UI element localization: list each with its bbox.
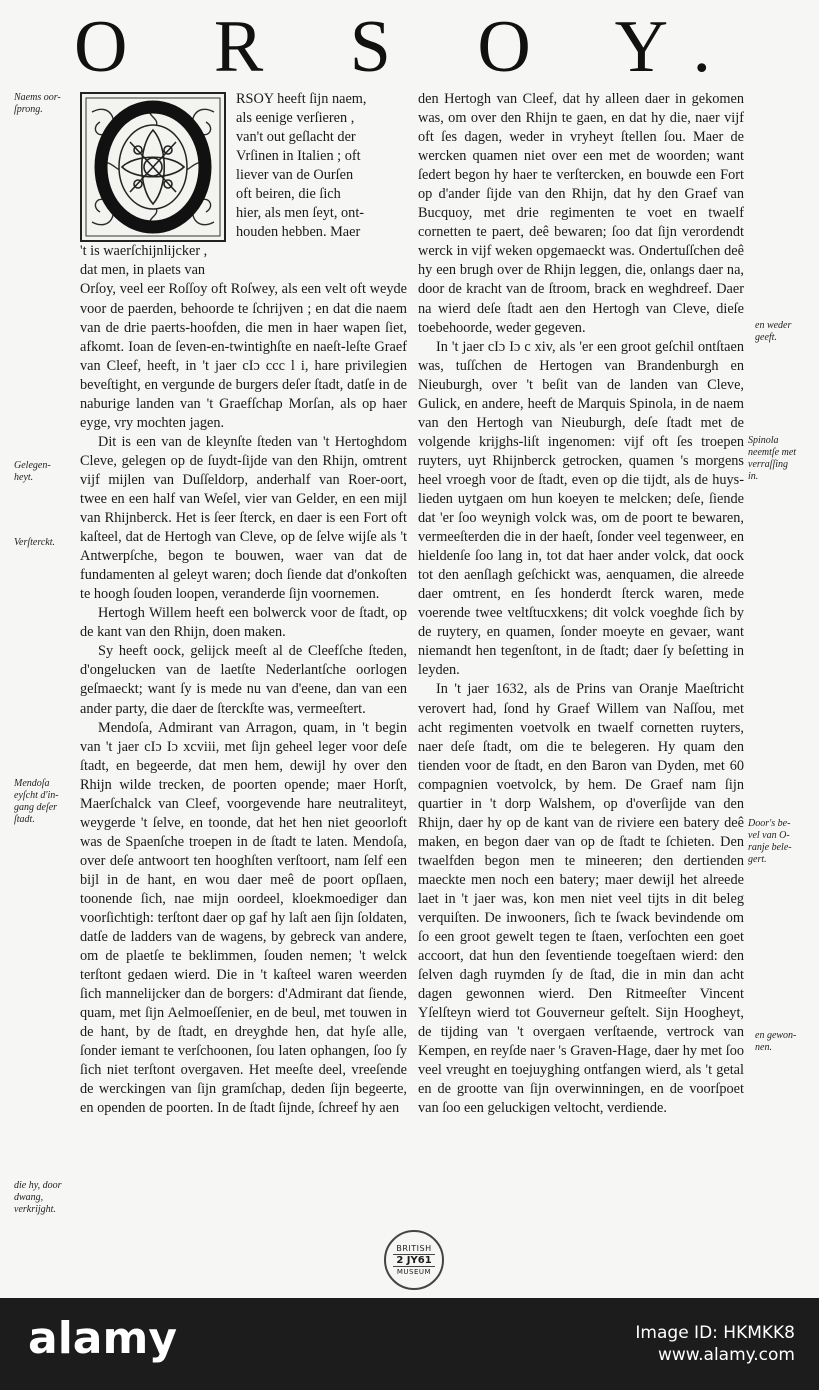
- image-id-text: Image ID: HKMKK8: [635, 1323, 795, 1343]
- left-column: [80, 90, 407, 1119]
- margin-note-origin: Naems oor- ſprong.: [14, 92, 61, 115]
- paragraph-mendosa: Mendoſa, Admirant van Arragon, quam, in 't begin van 't jaer cIɔ Iɔ xcviii, met ſijn geheel leger voor deſe ſtadt, en begeerde, dat men hem, dewijl hy over den Rhijn wilde trecken, de poorten opende; maer Horſt, Maerſchalck van Cleef, voorgevende hare neutraliteyt, weygerde 't ſelve, en toonde, dat het hen niet geoorloft was de Spaenſche troepen in de ſtadt te laten. Mendoſa, over deſe antwoort ten hooghſten verſtoort, nam ſelf een bijl in de hant, en wou daer meê de poort opſlaen, toonende ſich, nae mijn oordeel, kloekmoediger dan voorſichtigh: terſtont daer op gaf hy laſt aen ſijn ſoldaten, datſe de ladders van de wagens, by gebreck van andere, om de plaetſe te beklimmen, ſouden nemen; 't welck terſtont gedaen wierd. Die in 't kaſteel waren weerden ſich mannelijcker dan de borgers: d'Admirant dat ſiende, quam, met ſijn Aelmoeſſenier, en de beul, met touwen in de hant, by de ſtadt, en dreyghde hen, dat hyſe alle, ſonder iemant te verſchoonen, ſou laten ophangen, ſoo ſy ſich niet terſtont overgaven. Het meeſte deel, vreeſende de werckingen van ſijn gramſchap, deden ſijn begeerte, en openden de poorten. In de ſtadt ſijnde, ſchreef hy aen: [80, 719, 407, 1117]
- margin-note-orange-siege: Door's be- vel van O- ranje bele- gert.: [748, 818, 792, 865]
- watermark-info: [635, 1322, 795, 1366]
- stamp-date: 2 JY61: [393, 1254, 434, 1267]
- page-title: O R S O Y.: [73, 6, 746, 88]
- paragraph-location: Dit is een van de kleynſte ſteden van 't Hertoghdom Cleve, gelegen op de ſuydt-ſijde van den Rhijn, omtrent vijf mijlen van Duſſeldorp, anderhalf van Roer-oort, twee en een half van Weſel, vier van Gelder, en een mijl van Rhijnberck. Het is ſeer ſterck, en daer is een Fort oft kaſteel, dat de Hertogh van Cleve, op de ſelve wijſe als 't Antwerpſche, begon te bouwen, waer van dat de fundamenten al geleyt waren; doch ſiende dat d'onkoſten te hoogh ſouden loopen, veranderde ſijn voornemen.: [80, 433, 407, 603]
- initial-line-3: van't out geſlacht der: [236, 129, 356, 146]
- margin-note-mendosa: Mendoſa eyſcht d'in- gang deſer ſtadt.: [14, 778, 59, 825]
- initial-line-9: 't is waerſchijnlijcker ,: [80, 243, 208, 260]
- initial-line-7: hier, als men ſeyt, ont-: [236, 205, 365, 222]
- paragraph-name-origin: Orſoy, veel eer Roſſoy oft Roſwey, als een velt oft weyde voor de paerden, behoorde te ſchrijven ; en dat die naem van de drie paerts-hoofden, die men in haer wapen ſiet, afkomt. Ioan de ſeven-en-twintighſte en naeſt-leſte Graef van Cleef, heeft, in 't jaer cIɔ ccc l i, hare privilegien beveſtight, en vergunde de burgers deſer ſtadt, datſe in de naburige landen van 't Graefſchap Morſan, als op haer eyge, vry mochten jagen.: [80, 281, 407, 431]
- margin-note-spinola: Spinola neemtſe met verraſſing in.: [748, 435, 797, 482]
- paragraph-bulwark: Hertogh Willem heeft een bolwerck voor de ſtadt, op de kant van den Rhijn, doen maken.: [80, 605, 407, 641]
- initial-line-6: oft beiren, die ſich: [236, 186, 341, 203]
- initial-line-1: RSOY heeft ſijn naem,: [236, 91, 367, 107]
- margin-note-returned: en weder geeft.: [755, 320, 792, 343]
- library-stamp: [384, 1230, 444, 1290]
- right-column: [418, 90, 744, 1119]
- paragraph-spinola: In 't jaer cIɔ Iɔ c xiv, als 'er een groot geſchil ontſtaen was, tuſſchen de Hertogen van Brandenburgh en Nieuburgh, over 't beſit van de landen van Cleve, Gulick, en andere, heeft de Marquis Spinola, in de naem van den Hertogh van Nieuburgh, deſe ſtadt met de volgende krijghs-liſt ingenomen: vijf oft ſes troepen ruyters, uyt Rhijnberck getrocken, quamen 's morgens heel vroegh voor de ſtadt, even op die tijdt, als de huys-lieden uytgaen om hun koeyen te melcken; deſe, ſiende dat 'er ſoo weynigh volck was, om de poort te bewaren, vermeeſterden die in der haeſt, ſonder veel tegenweer, en hieldenſe ſoo lang in, tot dat haer ander volck, dat oock tot den aenſlagh geſchickt was, aenquamen, die alreede daer omtrent, en ſes honderdt ſterck waren, mede voerende twee veltſtucxkens; dit volck voeghde ſich by de ruytery, en quamen, ſonder moeyte en gevaer, want niemandt hen tegenſtont, in de ſtadt; daer ſy beſetting in leyden.: [418, 338, 744, 679]
- initial-line-8: houden hebben. Maer: [236, 224, 361, 241]
- initial-line-4: Vrſinen in Italien ; oft: [236, 148, 361, 165]
- watermark-logo: alamy: [28, 1313, 177, 1364]
- initial-line-5: liever van de Ourſen: [236, 167, 354, 184]
- paragraph-siege-1632: In 't jaer 1632, als de Prins van Oranje Maeſtricht verovert had, ſond hy Graef Willem van Naſſou, met acht regimenten voetvolk en twaelf cornetten ruyters, naer deſe ſtadt, om die te belegeren. Hy quam den tienden voor de ſtadt, en den Baron van Dyden, met 60 compagnien voetvolck, by hem. De Graef nam ſijn quartier in 't dorp Walshem, op d'overſijde van den Rhijn, daer hy op de kant van de riviere een batery deê maken, en begon daer van op de ſtadt te ſchieten. Den twaelfden begon men te mineeren; den dertienden maeckte men noch een batery; maer dewijl het alreede laet in 't jaer was, kon men niet veel tijts in dit beleg verquiſten. De inwooners, ſich te ſwack bevindende om ſo een groot gewelt tegen te ſtaen, verſochten een goet accoort, dat hun den ſeventiende toegeſtaen wierd: den ſelven dagh ruymden ſy de ſtad, die in min dan acht dagen gewonnen wierd. Den Ritmeeſter Vincent Yſelſteyn wierd tot Gouverneur geſtelt. Sijn Hoogheyt, de tijding van 't overgaen verſtaende, vertrock van Kempen, en reyſde naer 's Graven-Hage, daer hy met ſoo veel vreught en toejuyghing ontfangen wierd, als 't getal en de grootte van ſijn overwinningen, en de voorſpoet van ſoo een geluckigen veltocht, verdiende.: [418, 681, 744, 1117]
- ornament-icon: [80, 92, 226, 242]
- paragraph-fort: den Hertogh van Cleef, dat hy alleen daer in gekomen was, om over den Rhijn te gaen, en dat hy die, naer vijf oft ſes dagen, weder in vryheyt ſtellen ſou. Maer de wercken quamen niet over een met de woorden; want ſedert begon hy haer te verſtercken, en bouwde een Fort op d'ander ſijde van den Rhijn, dat hy den Graef van Bucquoy, met drie regimenten te voet en twaelf cornetten te paert, deê bewaren; ſoo dat ſijn verordendt werck in vijf weken opgemaeckt was. Ondertuſſchen deê hy een brugh over de Rhijn leggen, die, onlangs daer na, door de kracht van de ſtroom, brack en weghdreef. Daer na wierd deſe ſtadt aen den Hertogh van Cleve, dieſe toebehoorde, weder gegeven.: [418, 91, 744, 336]
- margin-note-conquered: en gewon- nen.: [755, 1030, 797, 1053]
- decorated-initial-o: [80, 92, 226, 242]
- initial-line-10: dat men, in plaets van: [80, 262, 206, 279]
- initial-line-2: als eenige verſieren ,: [236, 110, 355, 127]
- margin-note-fortified: Verſterckt.: [14, 537, 56, 548]
- margin-note-location: Gelegen- heyt.: [14, 460, 51, 483]
- margin-note-coercion: die hy, door dwang, verkrijght.: [14, 1180, 62, 1215]
- stamp-top-text: BRITISH: [396, 1244, 432, 1253]
- site-url-text: www.alamy.com: [657, 1345, 795, 1365]
- stamp-bottom-text: MUSEUM: [396, 1268, 432, 1276]
- paragraph-wars: Sy heeft oock, gelijck meeſt al de Cleefſche ſteden, d'ongelucken van de laetſte Nederlantſche oorlogen geſmaeckt; want ſy is mede nu van d'eene, dan van een ander party, die daer de ſterckſte was, vermeeſtert.: [80, 643, 407, 717]
